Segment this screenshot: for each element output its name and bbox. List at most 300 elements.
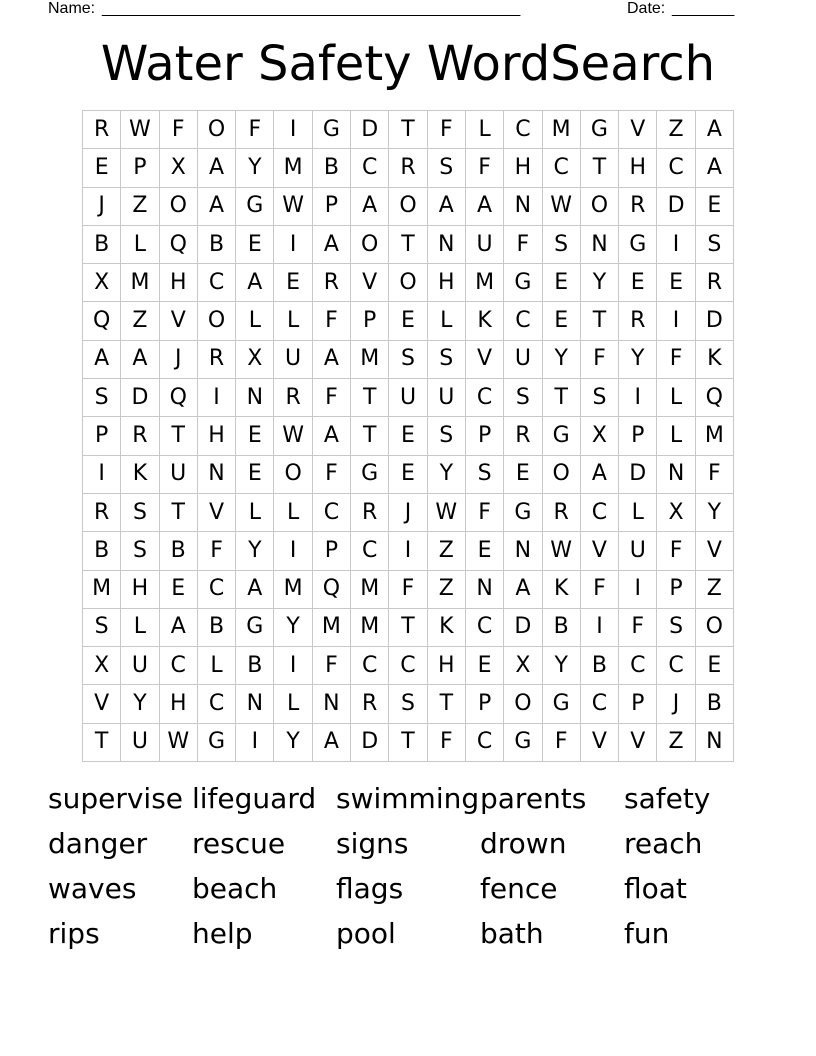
grid-cell[interactable]: C	[466, 609, 504, 647]
grid-cell[interactable]: T	[351, 379, 389, 417]
grid-cell[interactable]: L	[236, 302, 274, 340]
grid-cell[interactable]: P	[313, 188, 351, 226]
grid-cell[interactable]: B	[236, 647, 274, 685]
grid-cell[interactable]: O	[351, 226, 389, 264]
grid-cell[interactable]: F	[236, 111, 274, 149]
grid-cell[interactable]: X	[160, 149, 198, 187]
grid-cell[interactable]: S	[428, 149, 466, 187]
grid-cell[interactable]: E	[619, 264, 657, 302]
grid-cell[interactable]: N	[504, 188, 542, 226]
grid-cell[interactable]: M	[543, 111, 581, 149]
grid-cell[interactable]: G	[236, 609, 274, 647]
grid-cell[interactable]: A	[236, 264, 274, 302]
grid-cell[interactable]: U	[160, 456, 198, 494]
grid-cell[interactable]: W	[160, 724, 198, 762]
grid-cell[interactable]: Y	[619, 341, 657, 379]
grid-cell[interactable]: C	[351, 149, 389, 187]
grid-cell[interactable]: U	[121, 647, 159, 685]
grid-cell[interactable]: S	[389, 341, 427, 379]
grid-cell[interactable]: F	[428, 724, 466, 762]
grid-cell[interactable]: W	[543, 188, 581, 226]
grid-cell[interactable]: C	[619, 647, 657, 685]
grid-cell[interactable]: J	[160, 341, 198, 379]
grid-cell[interactable]: U	[389, 379, 427, 417]
grid-cell[interactable]: S	[83, 609, 121, 647]
grid-cell[interactable]: L	[274, 494, 312, 532]
name-blank-line[interactable]: _______________________________________________	[102, 0, 521, 17]
grid-cell[interactable]: F	[466, 494, 504, 532]
grid-cell[interactable]: I	[274, 532, 312, 570]
grid-cell[interactable]: W	[543, 532, 581, 570]
grid-cell[interactable]: H	[160, 264, 198, 302]
grid-cell[interactable]: L	[198, 647, 236, 685]
grid-cell[interactable]: T	[581, 149, 619, 187]
grid-cell[interactable]: K	[428, 609, 466, 647]
grid-cell[interactable]: Y	[581, 264, 619, 302]
grid-cell[interactable]: D	[657, 188, 695, 226]
grid-cell[interactable]: R	[83, 494, 121, 532]
grid-cell[interactable]: P	[619, 685, 657, 723]
grid-cell[interactable]: X	[83, 264, 121, 302]
grid-cell[interactable]: W	[274, 188, 312, 226]
word-list-item: fun	[624, 917, 670, 950]
page-title: Water Safety WordSearch	[100, 36, 716, 92]
grid-cell[interactable]: V	[581, 532, 619, 570]
grid-cell[interactable]: U	[428, 379, 466, 417]
grid-cell[interactable]: N	[313, 685, 351, 723]
grid-cell[interactable]: D	[504, 609, 542, 647]
grid-cell[interactable]: A	[504, 571, 542, 609]
grid-cell[interactable]: E	[236, 226, 274, 264]
grid-cell[interactable]: J	[83, 188, 121, 226]
grid-cell[interactable]: B	[160, 532, 198, 570]
grid-cell[interactable]: V	[160, 302, 198, 340]
grid-cell[interactable]: N	[236, 379, 274, 417]
grid-cell[interactable]: A	[581, 456, 619, 494]
grid-cell[interactable]: V	[619, 724, 657, 762]
grid-cell[interactable]: T	[428, 685, 466, 723]
grid-cell[interactable]: C	[466, 724, 504, 762]
grid-cell[interactable]: R	[274, 379, 312, 417]
grid-cell[interactable]: O	[198, 302, 236, 340]
grid-cell[interactable]: L	[236, 494, 274, 532]
grid-cell[interactable]: Z	[428, 571, 466, 609]
grid-cell[interactable]: A	[351, 188, 389, 226]
grid-cell[interactable]: Y	[543, 647, 581, 685]
grid-cell[interactable]: P	[83, 417, 121, 455]
grid-cell[interactable]: C	[198, 685, 236, 723]
grid-cell[interactable]: L	[428, 302, 466, 340]
grid-cell[interactable]: X	[236, 341, 274, 379]
grid-cell[interactable]: H	[504, 149, 542, 187]
grid-cell[interactable]: L	[274, 685, 312, 723]
grid-cell[interactable]: Y	[121, 685, 159, 723]
grid-cell[interactable]: G	[543, 417, 581, 455]
grid-cell[interactable]: Y	[236, 149, 274, 187]
grid-cell[interactable]: I	[619, 571, 657, 609]
grid-cell[interactable]: Q	[313, 571, 351, 609]
grid-cell[interactable]: U	[619, 532, 657, 570]
grid-cell[interactable]: E	[160, 571, 198, 609]
grid-cell[interactable]: A	[160, 609, 198, 647]
grid-cell[interactable]: Z	[121, 188, 159, 226]
grid-cell[interactable]: L	[619, 494, 657, 532]
grid-cell[interactable]: T	[543, 379, 581, 417]
grid-cell[interactable]: P	[313, 532, 351, 570]
grid-cell[interactable]: T	[83, 724, 121, 762]
grid-cell[interactable]: E	[466, 647, 504, 685]
grid-cell[interactable]: O	[504, 685, 542, 723]
grid-cell[interactable]: F	[389, 571, 427, 609]
word-list	[48, 778, 768, 958]
grid-cell[interactable]: H	[121, 571, 159, 609]
grid-cell[interactable]: R	[696, 264, 734, 302]
grid-cell[interactable]: F	[581, 341, 619, 379]
grid-cell[interactable]: M	[313, 609, 351, 647]
grid-cell[interactable]: E	[466, 532, 504, 570]
grid-cell[interactable]: V	[466, 341, 504, 379]
grid-cell[interactable]: B	[581, 647, 619, 685]
grid-cell[interactable]: E	[504, 456, 542, 494]
grid-cell[interactable]: B	[198, 226, 236, 264]
grid-cell[interactable]: Y	[236, 532, 274, 570]
grid-cell[interactable]: S	[428, 417, 466, 455]
grid-cell[interactable]: R	[83, 111, 121, 149]
grid-cell[interactable]: I	[83, 456, 121, 494]
grid-cell[interactable]: C	[351, 647, 389, 685]
grid-cell[interactable]: X	[657, 494, 695, 532]
grid-cell[interactable]: A	[198, 149, 236, 187]
grid-cell[interactable]: R	[313, 264, 351, 302]
grid-cell[interactable]: A	[313, 341, 351, 379]
grid-cell[interactable]: F	[696, 456, 734, 494]
grid-cell[interactable]: U	[466, 226, 504, 264]
grid-cell[interactable]: F	[619, 609, 657, 647]
grid-cell[interactable]: U	[274, 341, 312, 379]
word-list-item: pool	[336, 917, 396, 950]
grid-cell[interactable]: E	[657, 264, 695, 302]
grid-cell[interactable]: T	[389, 609, 427, 647]
grid-cell[interactable]: Z	[657, 111, 695, 149]
grid-cell[interactable]: R	[351, 685, 389, 723]
grid-cell[interactable]: A	[428, 188, 466, 226]
grid-cell[interactable]: B	[543, 609, 581, 647]
grid-cell[interactable]: E	[389, 456, 427, 494]
grid-cell[interactable]: N	[581, 226, 619, 264]
grid-cell[interactable]: A	[236, 571, 274, 609]
grid-cell[interactable]: G	[198, 724, 236, 762]
grid-cell[interactable]: C	[198, 571, 236, 609]
grid-cell[interactable]: T	[160, 417, 198, 455]
grid-cell[interactable]: C	[543, 149, 581, 187]
grid-cell[interactable]: S	[428, 341, 466, 379]
grid-cell[interactable]: Y	[428, 456, 466, 494]
grid-cell[interactable]: S	[657, 609, 695, 647]
grid-cell[interactable]: C	[581, 494, 619, 532]
grid-cell[interactable]: C	[504, 111, 542, 149]
grid-cell[interactable]: N	[428, 226, 466, 264]
grid-cell[interactable]: U	[121, 724, 159, 762]
grid-cell[interactable]: R	[198, 341, 236, 379]
grid-cell[interactable]: J	[657, 685, 695, 723]
grid-cell[interactable]: C	[389, 647, 427, 685]
grid-cell[interactable]: R	[543, 494, 581, 532]
grid-cell[interactable]: S	[466, 456, 504, 494]
grid-cell[interactable]: P	[351, 302, 389, 340]
grid-cell[interactable]: T	[389, 111, 427, 149]
grid-cell[interactable]: K	[121, 456, 159, 494]
grid-cell[interactable]: T	[581, 302, 619, 340]
grid-cell[interactable]: M	[351, 341, 389, 379]
grid-cell[interactable]: E	[389, 417, 427, 455]
grid-cell[interactable]: L	[274, 302, 312, 340]
grid-cell[interactable]: V	[581, 724, 619, 762]
grid-cell[interactable]: C	[581, 685, 619, 723]
grid-cell[interactable]: A	[696, 111, 734, 149]
grid-cell[interactable]: B	[83, 226, 121, 264]
grid-cell[interactable]: F	[504, 226, 542, 264]
grid-cell[interactable]: R	[121, 417, 159, 455]
grid-cell[interactable]: T	[389, 724, 427, 762]
grid-cell[interactable]: G	[313, 111, 351, 149]
word-list-item: swimming	[336, 782, 480, 815]
grid-cell[interactable]: I	[274, 647, 312, 685]
grid-cell[interactable]: O	[198, 111, 236, 149]
grid-cell[interactable]: C	[504, 302, 542, 340]
header-line	[48, 0, 748, 20]
grid-cell[interactable]: K	[543, 571, 581, 609]
grid-cell[interactable]: R	[619, 302, 657, 340]
grid-cell[interactable]: R	[389, 149, 427, 187]
grid-cell[interactable]: A	[313, 724, 351, 762]
grid-cell[interactable]: C	[657, 149, 695, 187]
grid-cell[interactable]: T	[389, 226, 427, 264]
grid-cell[interactable]: E	[543, 302, 581, 340]
grid-cell[interactable]: E	[389, 302, 427, 340]
grid-cell[interactable]: Y	[696, 494, 734, 532]
grid-cell[interactable]: E	[236, 417, 274, 455]
grid-cell[interactable]: I	[657, 226, 695, 264]
grid-cell[interactable]: X	[504, 647, 542, 685]
grid-cell[interactable]: G	[504, 494, 542, 532]
grid-cell[interactable]: P	[657, 571, 695, 609]
grid-cell[interactable]: X	[581, 417, 619, 455]
grid-cell[interactable]: G	[236, 188, 274, 226]
grid-cell[interactable]: V	[696, 532, 734, 570]
word-list-item: fence	[480, 872, 558, 905]
grid-cell[interactable]: A	[466, 188, 504, 226]
grid-cell[interactable]: Q	[160, 226, 198, 264]
grid-cell[interactable]: G	[504, 724, 542, 762]
grid-cell[interactable]: G	[581, 111, 619, 149]
grid-cell[interactable]: E	[274, 264, 312, 302]
grid-cell[interactable]: B	[696, 685, 734, 723]
grid-cell[interactable]: K	[696, 341, 734, 379]
grid-cell[interactable]: A	[313, 417, 351, 455]
grid-cell[interactable]: S	[121, 532, 159, 570]
grid-cell[interactable]: M	[83, 571, 121, 609]
grid-cell[interactable]: M	[121, 264, 159, 302]
grid-cell[interactable]: C	[198, 264, 236, 302]
grid-cell[interactable]: M	[274, 149, 312, 187]
grid-cell[interactable]: C	[657, 647, 695, 685]
grid-cell[interactable]: Q	[83, 302, 121, 340]
grid-cell[interactable]: A	[198, 188, 236, 226]
grid-cell[interactable]: F	[198, 532, 236, 570]
grid-cell[interactable]: S	[543, 226, 581, 264]
grid-cell[interactable]: D	[696, 302, 734, 340]
grid-cell[interactable]: O	[274, 456, 312, 494]
grid-cell[interactable]: E	[543, 264, 581, 302]
grid-cell[interactable]: E	[696, 647, 734, 685]
grid-cell[interactable]: X	[83, 647, 121, 685]
grid-cell[interactable]: I	[274, 111, 312, 149]
grid-cell[interactable]: N	[236, 685, 274, 723]
grid-cell[interactable]: O	[696, 609, 734, 647]
grid-cell[interactable]: R	[504, 417, 542, 455]
grid-cell[interactable]: S	[696, 226, 734, 264]
grid-cell[interactable]: O	[160, 188, 198, 226]
word-list-item: supervise	[48, 782, 184, 815]
grid-cell[interactable]: I	[619, 379, 657, 417]
grid-cell[interactable]: A	[121, 341, 159, 379]
grid-cell[interactable]: C	[160, 647, 198, 685]
grid-cell[interactable]: F	[313, 456, 351, 494]
grid-cell[interactable]: U	[504, 341, 542, 379]
grid-cell[interactable]: F	[160, 111, 198, 149]
grid-cell[interactable]: R	[351, 494, 389, 532]
grid-cell[interactable]: N	[504, 532, 542, 570]
grid-cell[interactable]: P	[466, 685, 504, 723]
grid-cell[interactable]: V	[198, 494, 236, 532]
grid-cell[interactable]: H	[160, 685, 198, 723]
grid-cell[interactable]: G	[619, 226, 657, 264]
grid-cell[interactable]: A	[313, 226, 351, 264]
grid-cell[interactable]: B	[198, 609, 236, 647]
grid-cell[interactable]: A	[83, 341, 121, 379]
grid-cell[interactable]: I	[581, 609, 619, 647]
grid-cell[interactable]: C	[313, 494, 351, 532]
grid-cell[interactable]: S	[581, 379, 619, 417]
grid-cell[interactable]: C	[466, 379, 504, 417]
grid-cell[interactable]: F	[428, 111, 466, 149]
grid-cell[interactable]: S	[389, 685, 427, 723]
grid-cell[interactable]: Z	[428, 532, 466, 570]
grid-cell[interactable]: Z	[121, 302, 159, 340]
grid-cell[interactable]: G	[543, 685, 581, 723]
grid-cell[interactable]: Y	[543, 341, 581, 379]
grid-cell[interactable]: S	[121, 494, 159, 532]
grid-cell[interactable]: D	[121, 379, 159, 417]
grid-cell[interactable]: H	[619, 149, 657, 187]
grid-cell[interactable]: P	[121, 149, 159, 187]
grid-cell[interactable]: C	[351, 532, 389, 570]
grid-cell[interactable]: I	[389, 532, 427, 570]
grid-cell[interactable]: I	[274, 226, 312, 264]
grid-cell[interactable]: R	[619, 188, 657, 226]
grid-cell[interactable]: Y	[274, 724, 312, 762]
grid-cell[interactable]: E	[83, 149, 121, 187]
grid-cell[interactable]: L	[121, 226, 159, 264]
grid-cell[interactable]: L	[657, 417, 695, 455]
grid-cell[interactable]: L	[657, 379, 695, 417]
grid-cell[interactable]: G	[504, 264, 542, 302]
grid-cell[interactable]: B	[313, 149, 351, 187]
grid-cell[interactable]: T	[351, 417, 389, 455]
grid-cell[interactable]: Z	[696, 571, 734, 609]
grid-cell[interactable]: D	[351, 111, 389, 149]
grid-cell[interactable]: W	[274, 417, 312, 455]
grid-cell[interactable]: E	[236, 456, 274, 494]
grid-cell[interactable]: B	[83, 532, 121, 570]
grid-cell[interactable]: N	[657, 456, 695, 494]
grid-cell[interactable]: J	[389, 494, 427, 532]
grid-cell[interactable]: M	[696, 417, 734, 455]
grid-cell[interactable]: N	[696, 724, 734, 762]
grid-cell[interactable]: D	[619, 456, 657, 494]
grid-cell[interactable]: M	[351, 571, 389, 609]
grid-cell[interactable]: I	[198, 379, 236, 417]
grid-cell[interactable]: M	[466, 264, 504, 302]
date-blank-line[interactable]: _______	[672, 0, 735, 17]
grid-cell[interactable]: K	[466, 302, 504, 340]
grid-cell[interactable]: F	[657, 341, 695, 379]
grid-cell[interactable]: F	[313, 379, 351, 417]
grid-cell[interactable]: V	[619, 111, 657, 149]
grid-cell[interactable]: I	[657, 302, 695, 340]
grid-cell[interactable]: N	[466, 571, 504, 609]
grid-cell[interactable]: L	[121, 609, 159, 647]
grid-cell[interactable]: S	[83, 379, 121, 417]
grid-cell[interactable]: Y	[274, 609, 312, 647]
grid-cell[interactable]: N	[198, 456, 236, 494]
grid-cell[interactable]: F	[313, 647, 351, 685]
grid-cell[interactable]: Q	[160, 379, 198, 417]
grid-cell[interactable]: V	[351, 264, 389, 302]
grid-cell[interactable]: O	[389, 264, 427, 302]
grid-cell[interactable]: T	[160, 494, 198, 532]
grid-cell[interactable]: D	[351, 724, 389, 762]
grid-cell[interactable]: G	[351, 456, 389, 494]
grid-cell[interactable]: F	[466, 149, 504, 187]
grid-cell[interactable]: O	[581, 188, 619, 226]
grid-cell[interactable]: P	[466, 417, 504, 455]
grid-cell[interactable]: M	[274, 571, 312, 609]
grid-cell[interactable]: H	[428, 647, 466, 685]
grid-cell[interactable]: W	[428, 494, 466, 532]
grid-cell[interactable]: H	[428, 264, 466, 302]
grid-cell[interactable]: W	[121, 111, 159, 149]
grid-cell[interactable]: I	[236, 724, 274, 762]
grid-cell[interactable]: F	[657, 532, 695, 570]
grid-cell[interactable]: O	[389, 188, 427, 226]
grid-cell[interactable]: S	[504, 379, 542, 417]
grid-cell[interactable]: V	[83, 685, 121, 723]
grid-cell[interactable]: F	[581, 571, 619, 609]
grid-cell[interactable]: F	[313, 302, 351, 340]
grid-cell[interactable]: O	[543, 456, 581, 494]
grid-cell[interactable]: E	[696, 188, 734, 226]
grid-cell[interactable]: P	[619, 417, 657, 455]
grid-cell[interactable]: H	[198, 417, 236, 455]
grid-cell[interactable]: L	[466, 111, 504, 149]
grid-cell[interactable]: F	[543, 724, 581, 762]
grid-cell[interactable]: M	[351, 609, 389, 647]
grid-cell[interactable]: Z	[657, 724, 695, 762]
grid-cell[interactable]: Q	[696, 379, 734, 417]
word-list-item: lifeguard	[192, 782, 317, 815]
grid-cell[interactable]: A	[696, 149, 734, 187]
